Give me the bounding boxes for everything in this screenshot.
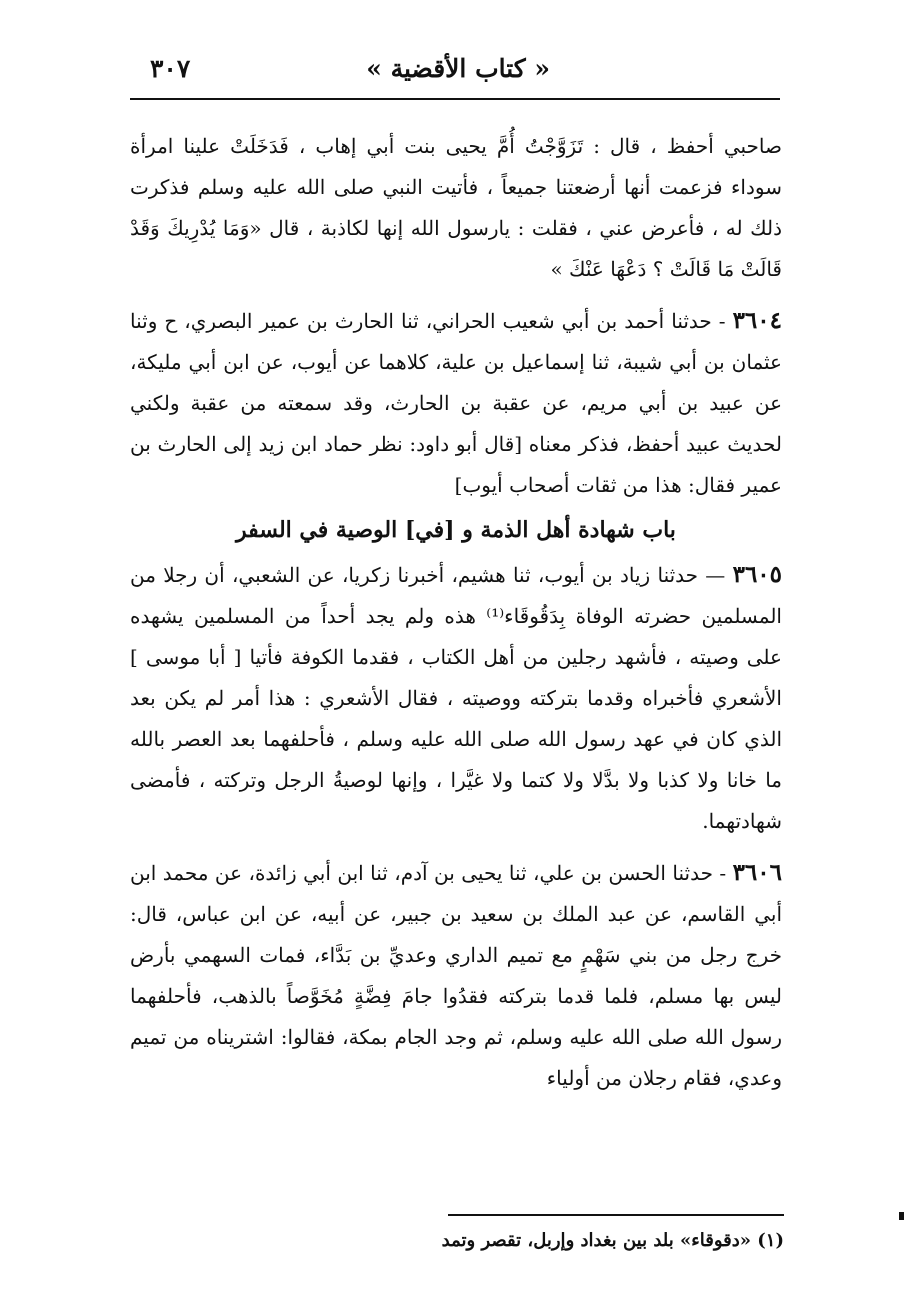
paragraph-text: صاحبي أحفظ ، قال : تَزَوَّجْتُ أُمَّ يحيى بنت أبي إهاب ، فَدَخَلَتْ علينا امرأة سوداء فزعمت أنها أرضعتنا جميعاً ، فأتيت النبي صلى الله عليه وسلم فذكرت ذلك له ، فأعرض عني ، فقلت : يارسول الله إنها لكاذبة ، قال «وَمَا يُدْرِيكَ وَقَدْ قَالَتْ مَا قَالَتْ ؟ دَعْهَا عَنْكَ »	[130, 134, 782, 281]
main-text	[130, 126, 782, 1099]
hadith-3605	[130, 554, 782, 842]
header-rule	[130, 98, 780, 100]
hadith-number: ٣٦٠٥	[732, 561, 783, 588]
paragraph-text: - حدثنا الحسن بن علي، ثنا يحيى بن آدم، ثنا ابن أبي زائدة، عن محمد ابن أبي القاسم، عن عبد الملك بن سعيد بن جبير، عن أبيه، عن ابن عباس، قال: خرج رجل من بني سَهْمٍ مع تميم الداري وعديِّ بن بَدَّاء، فمات السهمي بأرض ليس بها مسلم، فلما قدما بتركته فقدُوا جامَ فِضَّةٍ مُخَوَّصاً بالذهب، فأحلفهما رسول الله صلى الله عليه وسلم، ثم وجد الجام بمكة، فقالوا: اشتريناه من تميم وعدي، فقام رجلان من أولياء	[130, 861, 782, 1090]
header-title: « كتاب الأقضية »	[366, 54, 550, 83]
hadith-number: ٣٦٠٤	[732, 307, 782, 334]
paragraph-text: — حدثنا زياد بن أيوب، ثنا هشيم، أخبرنا زكريا، عن الشعبي، أن رجلا من المسلمين حضرته الوفاة بِدَقُوقَاء⁽¹⁾ هذه ولم يجد أحداً من المسلمين يشهده على وصيته ، فأشهد رجلين من أهل الكتاب ، فقدما الكوفة فأتيا [ أبا موسى ] الأشعري فأخبراه وقدما بتركته ووصيته ، فقال الأشعري : هذا أمر لم يكن بعد الذي كان في عهد رسول الله صلى الله عليه وسلم ، فأحلفهما بعد العصر بالله ما خانا ولا كذبا ولا بدَّلا ولا كتما ولا غيَّرا ، وإنها لوصيةُ الرجل وتركته ، فأمضى شهادتهما.	[130, 563, 782, 833]
edge-mark	[899, 1212, 904, 1220]
hadith-3604	[130, 300, 782, 506]
footnote: (١) «دقوقاء» بلد بين بغداد وإربل، تقصر وتمد	[441, 1230, 784, 1251]
chapter-title: باب شهادة أهل الذمة و [في] الوصية في السفر	[236, 517, 676, 543]
page-number: ٣٠٧	[150, 54, 191, 83]
footnote-rule	[448, 1214, 784, 1216]
paragraph-continuation	[130, 126, 782, 290]
hadith-3606	[130, 852, 782, 1099]
paragraph-text: - حدثنا أحمد بن أبي شعيب الحراني، ثنا الحارث بن عمير البصري، ح وثنا عثمان بن أبي شيبة، ثنا إسماعيل بن علية، كلاهما عن أيوب، عن ابن أبي مليكة، عن عبيد بن أبي مريم، عن عقبة بن الحارث، وقد سمعته من عقبة ولكني لحديث عبيد أحفظ، فذكر معناه [قال أبو داود: نظر حماد ابن زيد إلى الحارث بن عمير فقال: هذا من ثقات أصحاب أيوب]	[130, 309, 782, 497]
running-header	[130, 52, 780, 92]
hadith-number: ٣٦٠٦	[732, 859, 782, 886]
